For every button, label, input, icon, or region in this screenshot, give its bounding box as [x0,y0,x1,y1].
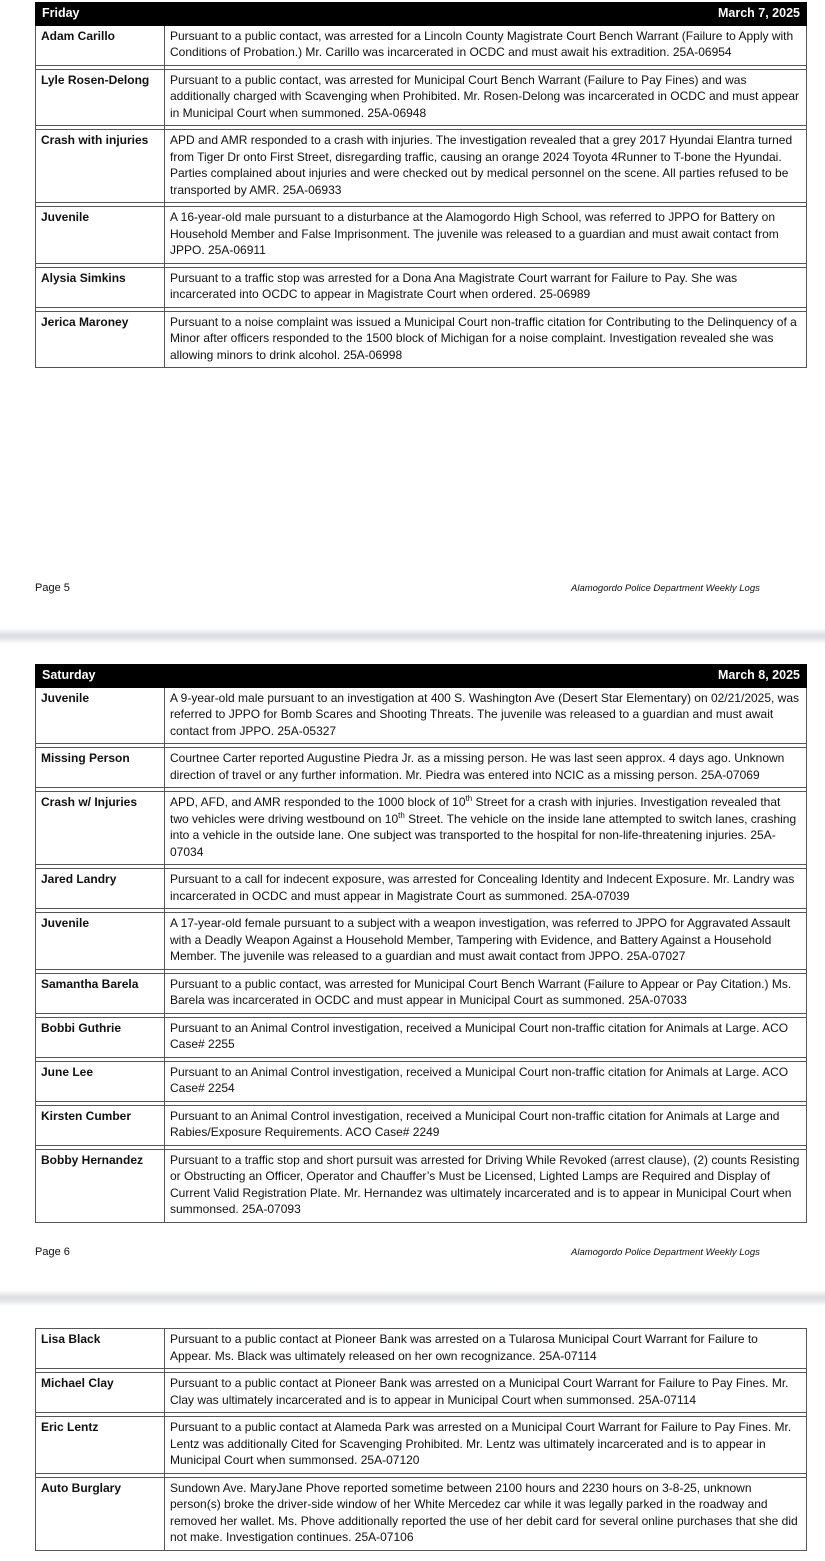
entry-text: A 9-year-old male pursuant to an investigation at 400 S. Washington Ave (Desert Star Elementary) on 02/21/2025, was referred to JPPO for Bomb Scares and Shooting Threats. The juvenile was released to a guardian and must await contact from JPPO. 25A-05327 [165,687,807,744]
entry-text: Pursuant to a traffic stop and short pursuit was arrested for Driving While Revoked (arrest clause), (2) counts Resisting or Obstructing an Officer, Operator and Chauffer’s Must be Licensed, Lighted Lamps are Required and Display of Current Valid Registration Plate. Mr. Hernandez was ultimately incarcerated and is to appear in Municipal Court when summonsed. 25A-07093 [165,1149,807,1222]
log-table-continued [35,1328,807,1551]
entry-name: Bobbi Guthrie [36,1017,165,1057]
footer-title: Alamogordo Police Department Weekly Logs [571,583,760,594]
entry-name: Lisa Black [36,1329,165,1369]
entry-text: APD and AMR responded to a crash with injuries. The investigation revealed that a grey 2017 Hyundai Elantra turned from Tiger Dr onto First Street, disregarding traffic, causing an orange 2024 Toyota 4Runner to T-bone the Hyundai. Parties complained about injuries and were checked out by medical personnel on the scene. All parties refused to be transported by AMR. 25A-06933 [165,130,807,203]
entry-text: Pursuant to a public contact, was arrested for a Lincoln County Magistrate Court Bench Warrant (Failure to Apply with Conditions of Probation.) Mr. Carillo was incarcerated in OCDC and must await his extradition. 25A-06954 [165,25,807,65]
entry-name: Missing Person [36,748,165,788]
log-table-friday [35,2,807,368]
page-6 [0,644,825,1294]
ordinal-suffix: th [465,794,473,803]
date-label: March 7, 2025 [165,3,807,26]
day-header [36,665,807,688]
entry-text-part: APD, AFD, and AMR responded to the 1000 block of 10 [170,795,466,809]
entry-text: A 16-year-old male pursuant to a disturbance at the Alamogordo High School, was referred to JPPO for Battery on Household Member and False Imprisonment. The juvenile was released to a guardian and must await contact from JPPO. 25A-06911 [165,207,807,264]
log-entry [36,913,807,970]
entry-text: Pursuant to a public contact, was arrested for Municipal Court Bench Warrant (Failure to Pay Fines) and was additionally charged with Scavenging when Prohibited. Mr. Rosen-Delong was incarcerated in OCDC and must appear in Municipal Court when summoned. 25A-06948 [165,69,807,126]
entry-text-part: Street for a crash with injuries. Investigation revealed that two vehicles were driving westbound on 10 [170,795,781,826]
page-separator [0,628,825,644]
entry-name: Michael Clay [36,1373,165,1413]
entry-name: Alysia Simkins [36,267,165,307]
entry-name: June Lee [36,1061,165,1101]
entry-name: Samantha Barela [36,973,165,1013]
entry-name: Jerica Maroney [36,311,165,368]
day-header [36,3,807,26]
footer-title: Alamogordo Police Department Weekly Logs [571,1247,760,1258]
entry-text: Sundown Ave. MaryJane Phove reported sometime between 2100 hours and 2230 hours on 3-8-25, unknown person(s) broke the driver-side window of her White Mercedez car while it was legally parked in the roadway and removed her wallet. Ms. Phove additionally reported the use of her debit card for several online purchases that she did not make. Investigation continues. 25A-07106 [165,1477,807,1550]
entry-name: Crash w/ Injuries [36,792,165,865]
log-entry [36,207,807,264]
entry-name: Juvenile [36,913,165,970]
page-5 [0,0,825,630]
day-label: Friday [36,3,165,26]
entry-name: Auto Burglary [36,1477,165,1550]
entry-text: Pursuant to a public contact at Pioneer Bank was arrested on a Municipal Court Warrant for Failure to Pay Fines. Mr. Clay was ultimately incarcerated and is to appear in Municipal Court when summonsed. 25A-07114 [165,1373,807,1413]
log-entry [36,748,807,788]
entry-text [165,792,807,865]
log-entry [36,1017,807,1057]
entry-text: A 17-year-old female pursuant to a subject with a weapon investigation, was referred to JPPO for Aggravated Assault with a Deadly Weapon Against a Household Member, Tampering with Evidence, and Battery Against a Household Member. The juvenile was released to a guardian and must await contact from JPPO. 25A-07027 [165,913,807,970]
ordinal-suffix: th [398,810,405,820]
log-entry [36,1149,807,1222]
page-7 [0,1306,825,1561]
log-entry [36,973,807,1013]
page-separator [0,1290,825,1306]
log-entry [36,311,807,368]
log-entry [36,1417,807,1474]
log-table-saturday [35,664,807,1223]
entry-name: Jared Landry [36,869,165,909]
log-entry [36,69,807,126]
entry-text: Pursuant to an Animal Control investigation, received a Municipal Court non-traffic citation for Animals at Large. ACO Case# 2255 [165,1017,807,1057]
entry-text: Pursuant to a public contact at Alameda Park was arrested on a Municipal Court Warrant for Failure to Pay Fines. Mr. Lentz was additionally Cited for Scavenging Prohibited. Mr. Lentz was ultimately incarcerated and is to appear in Municipal Court when summonsed. 25A-07120 [165,1417,807,1474]
day-label: Saturday [36,665,165,688]
log-entry [36,25,807,65]
entry-name: Kirsten Cumber [36,1105,165,1145]
page-number: Page 6 [35,1246,70,1258]
entry-name: Juvenile [36,207,165,264]
log-entry [36,1329,807,1369]
log-entry [36,1477,807,1550]
entry-name: Lyle Rosen-Delong [36,69,165,126]
entry-text: Pursuant to an Animal Control investigation, received a Municipal Court non-traffic citation for Animals at Large and Rabies/Exposure Requirements. ACO Case# 2249 [165,1105,807,1145]
entry-text: Pursuant to an Animal Control investigation, received a Municipal Court non-traffic citation for Animals at Large. ACO Case# 2254 [165,1061,807,1101]
log-entry [36,267,807,307]
entry-text: Pursuant to a noise complaint was issued a Municipal Court non-traffic citation for Contributing to the Delinquency of a Minor after officers responded to the 1500 block of Michigan for a noise complaint. Investigation revealed she was allowing minors to drink alcohol. 25A-06998 [165,311,807,368]
entry-name: Juvenile [36,687,165,744]
log-entry [36,130,807,203]
log-entry [36,869,807,909]
entry-name: Crash with injuries [36,130,165,203]
log-entry [36,1373,807,1413]
entry-name: Bobby Hernandez [36,1149,165,1222]
entry-text: Pursuant to a public contact, was arrested for Municipal Court Bench Warrant (Failure to Appear or Pay Citation.) Ms. Barela was incarcerated in OCDC and must appear in Municipal Court as summoned. 25A-07033 [165,973,807,1013]
log-entry [36,792,807,865]
entry-text: Pursuant to a call for indecent exposure, was arrested for Concealing Identity and Indecent Exposure. Mr. Landry was incarcerated in OCDC and must appear in Magistrate Court as summoned. 25A-07039 [165,869,807,909]
date-label: March 8, 2025 [165,665,807,688]
log-entry [36,1061,807,1101]
log-entry [36,687,807,744]
entry-text-part: Street. The vehicle on the inside lane attempted to switch lanes, crashing into a vehicle in the outside lane. One subject was transported to the hospital for non-life-threatening injuries. 25A-07034 [170,811,797,859]
entry-text: Pursuant to a traffic stop was arrested for a Dona Ana Magistrate Court warrant for Failure to Pay. She was incarcerated into OCDC to appear in Magistrate Court when ordered. 25-06989 [165,267,807,307]
log-entry [36,1105,807,1145]
entry-name: Eric Lentz [36,1417,165,1474]
entry-text: Courtnee Carter reported Augustine Piedra Jr. as a missing person. He was last seen approx. 4 days ago. Unknown direction of travel or any further information. Mr. Piedra was entered into NCIC as a missing person. 25A-07069 [165,748,807,788]
page-number: Page 5 [35,582,70,594]
entry-name: Adam Carillo [36,25,165,65]
entry-text: Pursuant to a public contact at Pioneer Bank was arrested on a Tularosa Municipal Court Warrant for Failure to Appear. Ms. Black was ultimately released on her own recognizance. 25A-07114 [165,1329,807,1369]
